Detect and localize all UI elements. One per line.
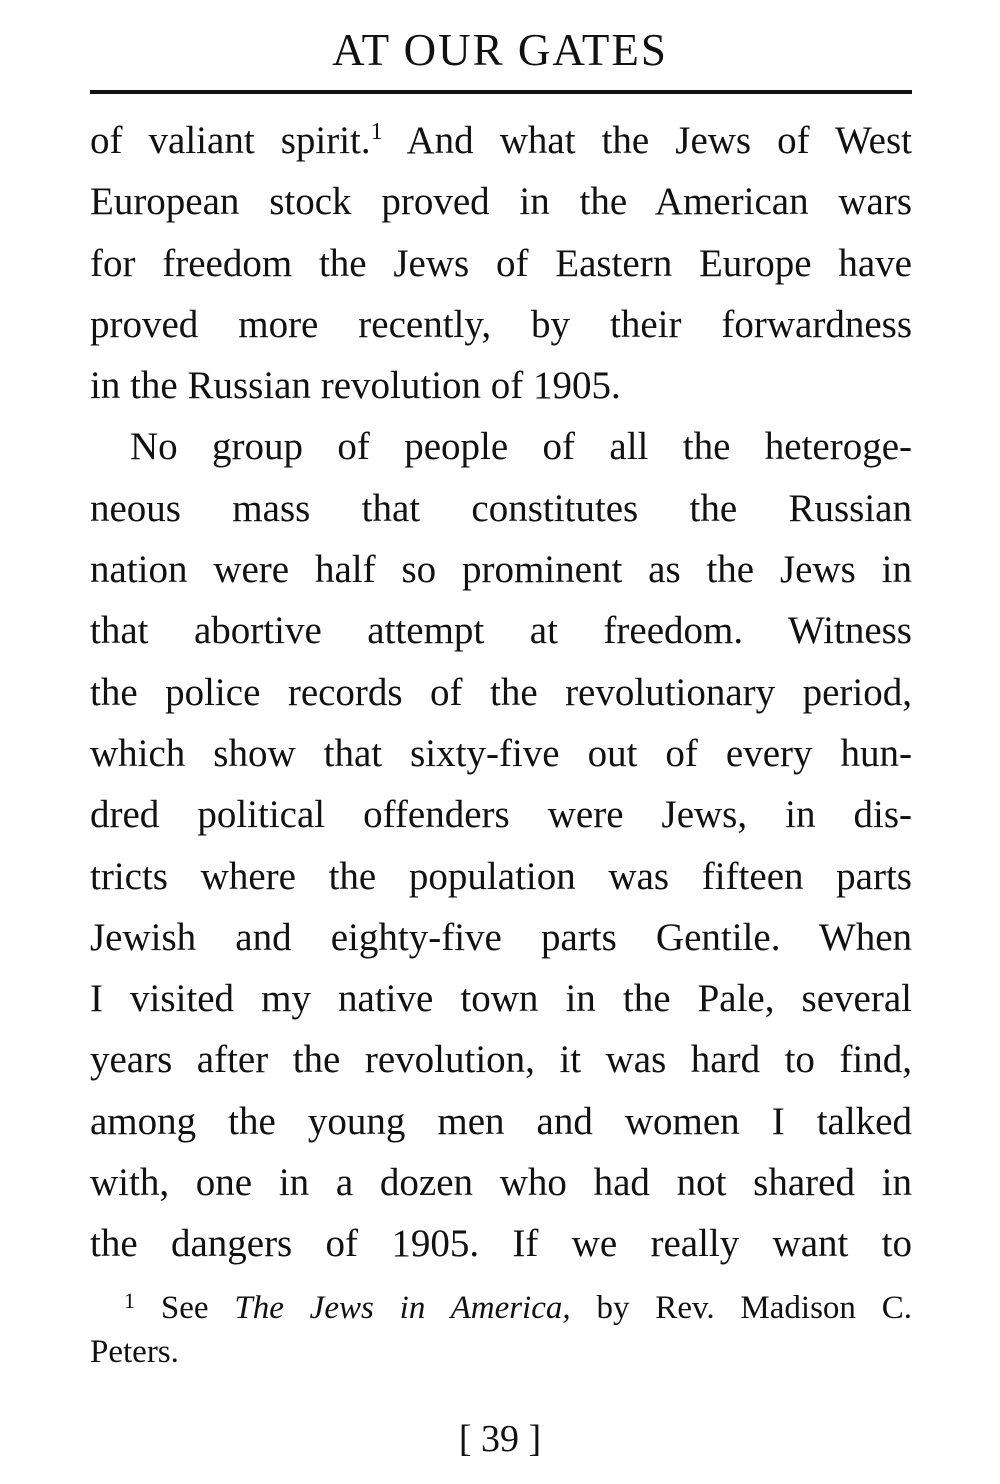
footnote-line: Peters. xyxy=(90,1334,179,1370)
text-line: Jewish and eighty-five parts Gentile. When xyxy=(90,915,912,959)
text-line: I visited my native town in the Pale, several xyxy=(90,977,912,1021)
footnote-text: by Rev. Madison C. xyxy=(570,1290,912,1326)
body-text xyxy=(90,110,912,1275)
page-number: [ 39 ] xyxy=(458,1418,542,1460)
text-line: the dangers of 1905. If we really want to xyxy=(90,1222,912,1266)
running-head: AT OUR GATES xyxy=(332,25,668,75)
text-line: neous mass that constitutes the Russian xyxy=(90,486,912,530)
text-line: which show that sixty-five out of every hun- xyxy=(90,731,912,775)
text-line: in the Russian revolution of 1905. xyxy=(90,364,621,408)
text-line: among the young men and women I talked xyxy=(90,1099,912,1143)
footnote-text: See xyxy=(160,1290,235,1326)
footnote xyxy=(90,1286,912,1374)
text-line: European stock proved in the American wars xyxy=(90,180,912,224)
text-line: nation were half so prominent as the Jews in xyxy=(90,548,912,592)
header-rule xyxy=(90,90,912,94)
text-line: for freedom the Jews of Eastern Europe have xyxy=(90,241,912,285)
footnote-book-title: The Jews in America, xyxy=(234,1290,571,1326)
text-line: years after the revolution, it was hard to find, xyxy=(90,1038,912,1082)
text-line: dred political offenders were Jews, in dis- xyxy=(90,793,912,837)
text-line: the police records of the revolutionary period, xyxy=(90,670,912,714)
text-line: with, one in a dozen who had not shared in xyxy=(90,1161,912,1205)
text-line: tricts where the population was fifteen parts xyxy=(90,854,912,898)
text-line-segment: And what the Jews of West xyxy=(382,119,912,162)
footnote-reference: 1 xyxy=(370,119,383,145)
text-line-segment: of valiant spirit. xyxy=(90,119,371,162)
text-line xyxy=(90,110,912,171)
text-line: No group of people of all the heteroge- xyxy=(130,425,912,469)
footnote-mark: 1 xyxy=(124,1288,135,1313)
text-line: proved more recently, by their forwardness xyxy=(90,302,912,346)
text-line: that abortive attempt at freedom. Witness xyxy=(90,609,912,653)
footnote-line xyxy=(90,1286,912,1330)
